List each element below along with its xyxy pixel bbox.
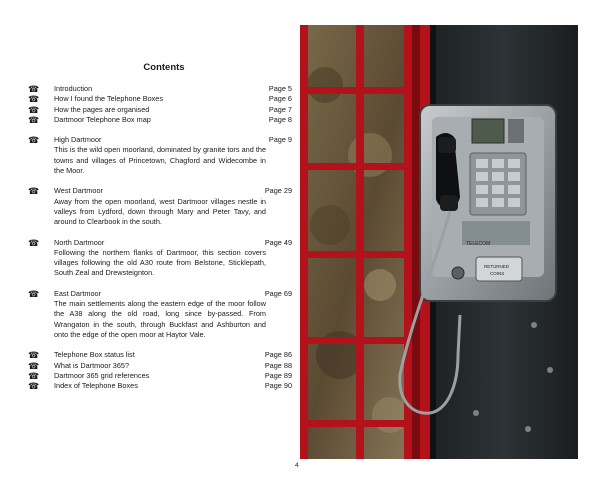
- list-item: ☎ Introduction Page 5: [28, 84, 292, 94]
- contents-list: [28, 84, 292, 391]
- section-description: Away from the open moorland, west Dartmoor villages nestle in valleys from Lydford, down through Mary and Peter Tavy, and around to Clearbook in the south.: [54, 196, 266, 227]
- telephone-icon: ☎: [28, 186, 40, 197]
- list-item: ☎ What is Dartmoor 365? Page 88: [28, 360, 292, 371]
- list-item: ☎ How the pages are organised Page 7: [28, 104, 292, 115]
- section-item-west-dartmoor: ☎ West Dartmoor Page 29: [28, 186, 292, 197]
- section-description: The main settlements along the eastern edge of the moor follow the A38 along the old road, long since by-passed. From Wrangaton in the south, through Buckfast and Ashburton and onto the edge of the open moor at Haytor Vale.: [54, 299, 266, 339]
- section-item-east-dartmoor: ☎ East Dartmoor Page 69: [28, 288, 292, 299]
- section-item-north-dartmoor: ☎ North Dartmoor Page 49: [28, 237, 292, 248]
- list-item: ☎ Telephone Box status list Page 86: [28, 350, 292, 361]
- telephone-icon: ☎: [28, 350, 40, 361]
- section-item-high-dartmoor: ☎ High Dartmoor Page 9: [28, 135, 292, 146]
- svg-text:COINS: COINS: [490, 271, 505, 276]
- page-title: Contents: [143, 62, 185, 73]
- telephone-icon: ☎: [28, 288, 40, 299]
- section-description: Following the northern flanks of Dartmoor, this section covers villages following the old A30 route from Belstone, Sticklepath, South Zeal and Drewsteignton.: [54, 247, 266, 278]
- telephone-icon: ☎: [28, 370, 40, 381]
- list-item: ☎ Dartmoor Telephone Box map Page 8: [28, 114, 292, 125]
- telephone-icon: ☎: [28, 360, 40, 371]
- telephone-icon: ☎: [28, 84, 40, 94]
- telephone-icon: ☎: [28, 381, 40, 392]
- list-item: ☎ Index of Telephone Boxes Page 90: [28, 381, 292, 392]
- telephone-icon: ☎: [28, 114, 40, 125]
- telephone-box-photo: [300, 25, 578, 459]
- page-number: 4: [295, 462, 299, 469]
- telephone-icon: ☎: [28, 135, 40, 146]
- list-item: ☎ How I found the Telephone Boxes Page 6: [28, 94, 292, 105]
- list-item: ☎ Dartmoor 365 grid references Page 89: [28, 370, 292, 381]
- section-description: This is the wild open moorland, dominated by granite tors and the towns and villages of Princetown, Chagford and Widecombe in the Moor.: [54, 145, 266, 176]
- svg-text:RETURNED: RETURNED: [484, 264, 510, 269]
- telephone-icon: ☎: [28, 104, 40, 115]
- svg-text:TELECOM: TELECOM: [466, 241, 491, 247]
- telephone-icon: ☎: [28, 94, 40, 105]
- telephone-icon: ☎: [28, 237, 40, 248]
